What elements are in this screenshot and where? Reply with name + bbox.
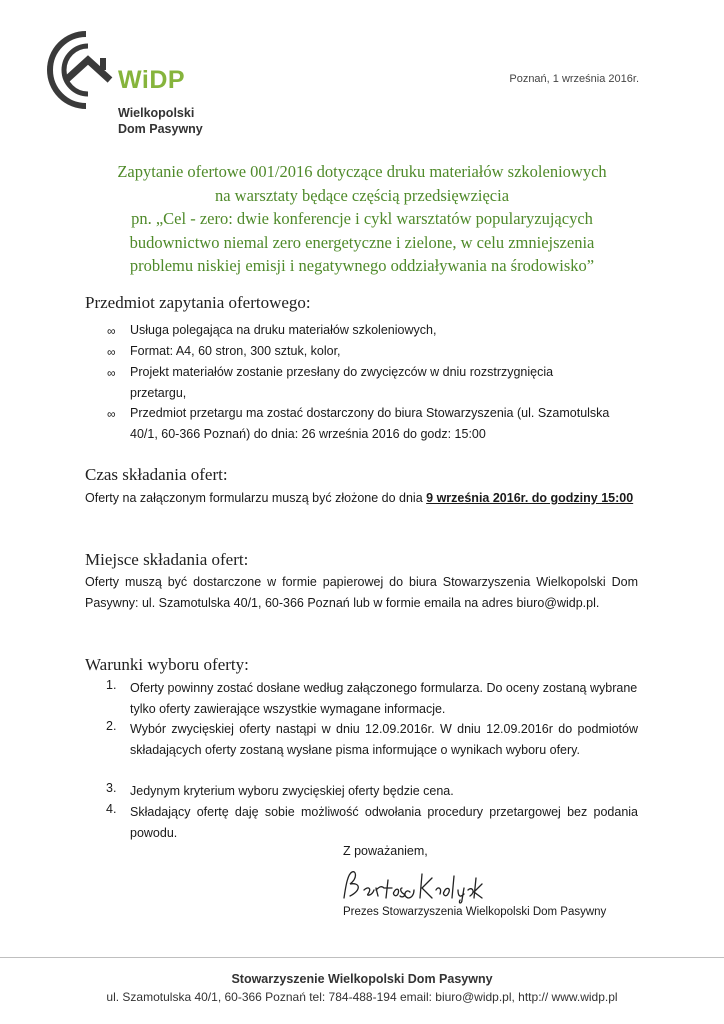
subject-item: Przedmiot przetargu ma zostać dostarczony do biura Stowarzyszenia (ul. Szamotulska 40/1, 60-366 Poznań) do dnia: 26 września 2016 do godz: 15:00 [130,406,610,441]
logo-brand: WiDP [118,66,186,94]
conditions-heading: Warunki wyboru oferty: [85,655,249,674]
condition-item: Składający ofertę daję sobie możliwość odwołania procedury przetargowej bez podania powodu. [130,805,638,840]
place-heading: Miejsce składania ofert: [85,550,249,569]
logo-line-2: Dom Pasywny [118,122,203,136]
bullet-symbol: ∞ [107,345,116,359]
place-text: Oferty muszą być dostarczone w formie papierowej do biura Stowarzyszenia Wielkopolski Dom Pasywny: ul. Szamotulska 40/1, 60-366 Poznań lub w formie emaila na adres biuro@widp.pl. [85,575,638,610]
title-line: na warsztaty będące częścią przedsięwzięcia [214,185,510,205]
place-date: Poznań, 1 września 2016r. [509,73,639,85]
footer-divider [0,957,724,958]
deadline-date: 9 września 2016r. do godziny 15:00 [426,491,634,505]
deadline-heading: Czas składania ofert: [85,465,228,484]
subject-heading: Przedmiot zapytania ofertowego: [85,293,311,312]
signer-title: Prezes Stowarzyszenia Wielkopolski Dom Pasywny [343,906,607,918]
footer-organization: Stowarzyszenie Wielkopolski Dom Pasywny [231,972,493,986]
house-arc-logo-icon [42,28,122,113]
logo [42,28,212,140]
handwritten-signature [336,864,486,908]
title-line: pn. „Cel - zero: dwie konferencje i cykl warsztatów popularyzujących [131,209,593,228]
subject-item: Usługa polegająca na druku materiałów szkoleniowych, [130,323,437,337]
condition-number: 4. [106,802,117,816]
title-line: problemu niskiej emisji i negatywnego oddziaływania na środowisko” [129,256,595,275]
deadline-text [85,488,638,509]
bullet-symbol: ∞ [107,324,116,338]
closing: Z poważaniem, [343,844,428,858]
logo-line-1: Wielkopolski [118,106,195,120]
condition-number: 3. [106,781,117,795]
bullet-symbol: ∞ [107,407,116,421]
condition-item: Wybór zwycięskiej oferty nastąpi w dniu 12.09.2016r. W dniu 12.09.2016r do podmiotów składających oferty zostaną wysłane pisma informujące o wynikach wyboru ofery. [130,722,638,757]
condition-item: Oferty powinny zostać dosłane według załączonego formularza. Do oceny zostaną wybrane tylko oferty zawierające wszystkie wymagane informacje. [130,681,638,716]
bullet-symbol: ∞ [107,366,116,380]
title-line: Zapytanie ofertowe 001/2016 dotyczące druku materiałów szkoleniowych [117,162,607,181]
condition-number: 1. [106,678,117,692]
condition-number: 2. [106,719,117,733]
document-title [40,160,684,278]
subject-item: Format: A4, 60 stron, 300 sztuk, kolor, [130,344,341,358]
condition-item: Jedynym kryterium wyboru zwycięskiej oferty będzie cena. [130,784,454,798]
subject-item: Projekt materiałów zostanie przesłany do zwycięzców w dniu rozstrzygnięcia przetargu, [130,365,554,400]
deadline-text-main: Oferty na załączonym formularzu muszą być złożone do dnia [85,491,427,505]
title-line: budownictwo niemal zero energetyczne i zielone, w celu zmniejszenia [129,232,595,252]
footer-contact: ul. Szamotulska 40/1, 60-366 Poznań tel: 784-488-194 email: biuro@widp.pl, http:// www.widp.pl [106,990,618,1004]
